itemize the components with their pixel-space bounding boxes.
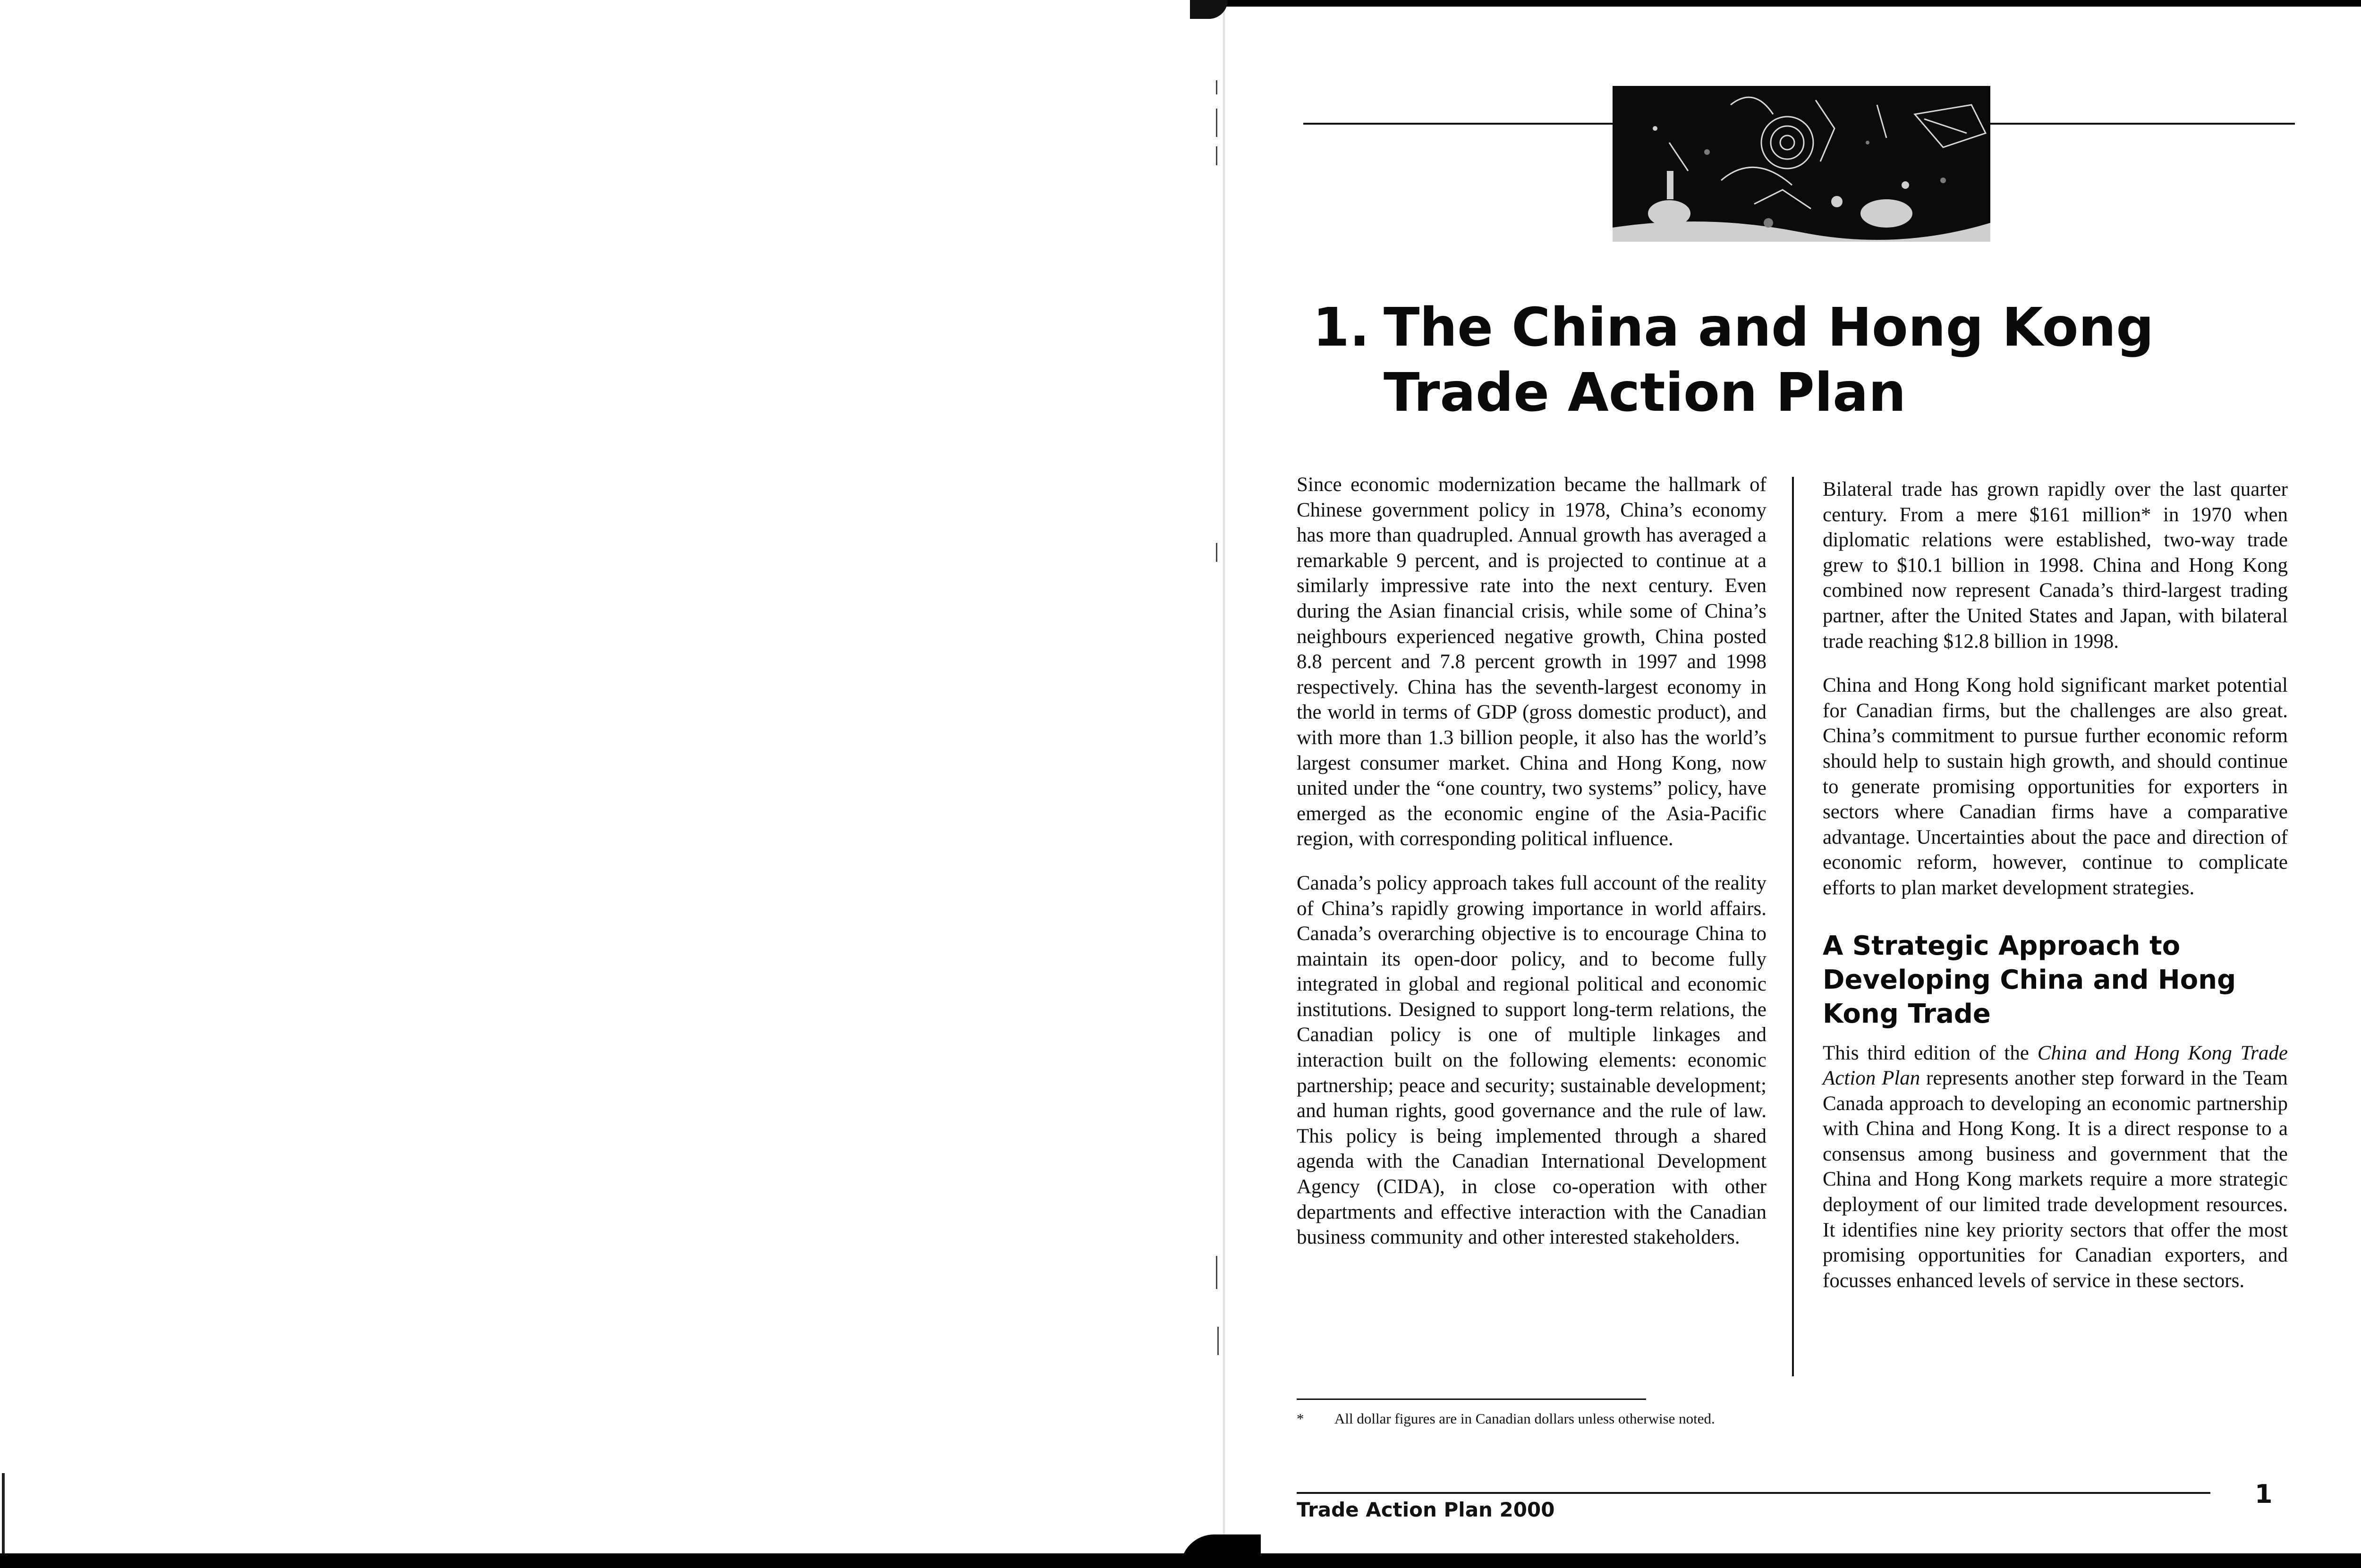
chapter-title-line-2: Trade Action Plan [1384,362,1906,424]
running-footer-title: Trade Action Plan 2000 [1297,1498,1555,1521]
scan-mark [1216,1256,1217,1289]
decorative-banner-image [1613,86,1990,242]
paragraph-third-edition-rest: represents another step forward in the Team Canada approach to developing an economic partnership with China and Hong Kong. It is a direct response to a consensus among business and government that the China and Hong Kong markets require a more strategic deployment of our limited trade development resources. It identifies nine key priority sectors that offer the most promising opportunities for Canadian exporters, and focusses enhanced levels of service in these sectors. [1823,1067,2288,1292]
scan-mark [1216,109,1217,137]
left-text-column [1297,472,1767,1269]
chapter-number: 1. [1313,297,1370,358]
column-divider [1792,477,1794,1376]
scan-mark [1217,1327,1219,1355]
scan-mark [1216,146,1217,165]
paragraph-market-potential: China and Hong Kong hold significant market potential for Canadian firms, but the challenges are also great. China’s commitment to pursue further economic reform should help to sustain high growth, and should continue to generate promising opportunities for exporters in sectors where Canadian firms have a comparative advantage. Uncertainties about the pace and direction of economic reform, however, continue to complicate efforts to plan market development strategies. [1823,674,2288,899]
paragraph-economic-growth: Since economic modernization became the hallmark of Chinese government policy in 1978, China’s economy has more than quadrupled. Annual growth has averaged a remarkable 9 percent, and is projected to continue at a similarly impressive rate into the next century. Even during the Asian financial crisis, while some of China’s neighbours experienced negative growth, China posted 8.8 percent and 7.8 percent growth in 1997 and 1998 respectively. China has the seventh-largest economy in the world in terms of GDP (gross domestic product), and with more than 1.3 billion people, it also has the world’s largest consumer market. China and Hong Kong, now united under the “one country, two systems” policy, have emerged as the economic engine of the Asia-Pacific region, with corresponding political influence. [1297,474,1767,850]
header-rule-right [1988,123,2295,125]
scan-mark [1216,543,1217,562]
scan-mark [1216,80,1217,94]
plan-title-italic: China and Hong Kong Trade Action Plan [1823,1042,2288,1090]
page-number: 1 [2255,1479,2273,1509]
header-rule-left [1303,123,1615,125]
banner-artwork-icon [1613,86,1990,242]
top-frame-edge [1209,0,2361,7]
section-heading: A Strategic Approach to Developing China and Hong Kong Trade [1823,930,2236,1029]
paragraph-third-edition [1823,1041,2288,1294]
footnote [1297,1409,1958,1428]
chapter-title [1313,295,2257,425]
paragraph-policy-approach: Canada’s policy approach takes full account of the reality of China’s rapidly growing importance in world affairs. Canada’s overarching objective is to encourage China to maintain its open-door policy, and to become fully integrated in global and regional political and economic institutions. Designed to support long-term relations, the Canadian policy is one of multiple linkages and interaction built on the following elements: economic partnership; peace and security; sustainable development; and human rights, good governance and the rule of law. This policy is being implemented through a shared agenda with the Canadian International Development Agency (CIDA), in close co-operation with other departments and effective interaction with the Canadian business community and other interested stakeholders. [1297,872,1767,1249]
paragraph-third-edition-intro: This third edition of the [1823,1042,2038,1064]
spine-shadow-top [1190,0,1228,19]
footnote-marker: * [1297,1410,1304,1427]
chapter-title-text [1384,295,2154,425]
binding-gutter [1223,0,1225,1568]
footnote-text: All dollar figures are in Canadian dollars unless otherwise noted. [1334,1410,1715,1427]
footnote-rule [1297,1398,1646,1400]
footer-rule [1297,1492,2210,1494]
chapter-title-line-1: The China and Hong Kong [1384,297,2154,358]
paragraph-bilateral-trade: Bilateral trade has grown rapidly over the last quarter century. From a mere $161 million* in 1970 when diplomatic relations were established, two-way trade grew to $10.1 billion in 1998. China and Hong Kong combined now represent Canada’s third-largest trading partner, after the United States and Japan, with bilateral trade reaching $12.8 billion in 1998. [1823,478,2288,653]
right-text-column [1823,477,2288,1312]
